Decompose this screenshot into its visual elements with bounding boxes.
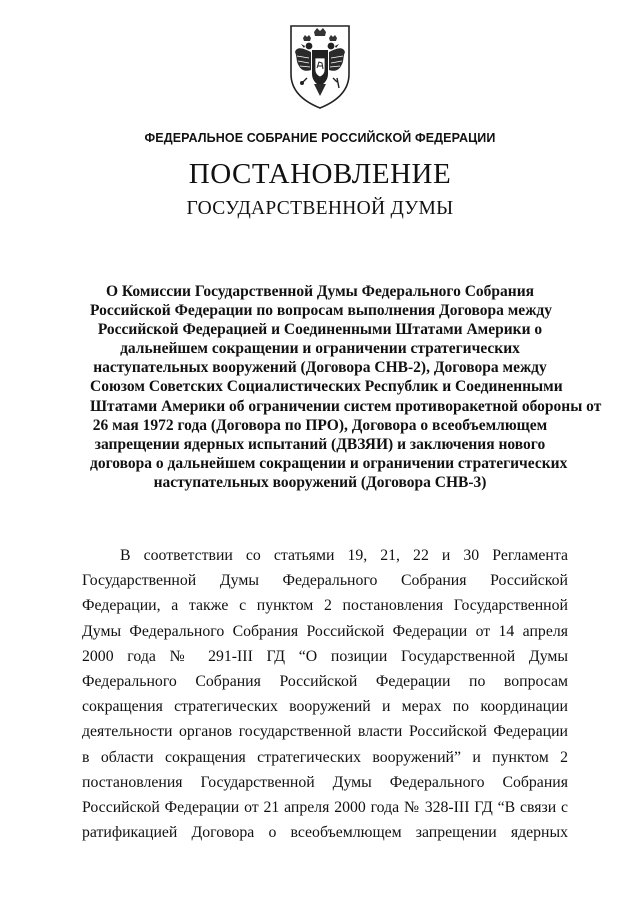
title-line: Штатами Америки об ограничении систем противоракетной обороны от [90, 397, 602, 415]
issuer-heading: ГОСУДАРСТВЕННОЙ ДУМЫ [186, 198, 454, 219]
document-type-heading: ПОСТАНОВЛЕНИЕ [188, 158, 452, 190]
title-line: О Комиссии Государственной Думы Федерального Собрания [105, 283, 535, 300]
body-paragraph [82, 543, 568, 845]
title-line: дальнейшем сокращении и ограничении стратегических [120, 340, 520, 358]
russian-coat-of-arms-icon [287, 22, 353, 110]
body-line: Российской Федерации от 21 апреля 2000 года № 328-III ГД “В связи с [82, 798, 568, 816]
body-line: деятельности органов государственной власти Российской Федерации [82, 723, 568, 741]
title-line: Российской Федерации по вопросам выполнения Договора между [90, 302, 553, 320]
body-line: Государственной Думы Федерального Собрания Российской [82, 572, 568, 590]
body-line: Думы Федерального Собрания Российской Федерации от 14 апреля [82, 622, 568, 640]
body-line: сокращения стратегических вооружений и мерах по координации [82, 698, 568, 716]
title-line: Союзом Советских Социалистических Республик и Соединенными [90, 378, 563, 396]
body-line: постановления Государственной Думы Федерального Собрания [82, 773, 568, 791]
body-line: В соответствии со статьями 19, 21, 22 и 30 Регламента [120, 547, 568, 564]
body-line: Федерального Собрания Российской Федерации по вопросам [82, 672, 568, 690]
body-line: 2000 года № 291-III ГД “О позиции Государственной Думы [82, 647, 568, 665]
resolution-title [90, 282, 602, 492]
title-line: Российской Федерацией и Соединенными Штатами Америки о [97, 321, 543, 339]
title-line: договора о дальнейшем сокращении и ограничении стратегических [90, 454, 568, 472]
body-line: ратификацией Договора о всеобъемлющем запрещении ядерных [82, 824, 568, 842]
title-line: 26 мая 1972 года (Договора по ПРО), Договора о всеобъемлющем [92, 416, 548, 434]
issuing-body-line: ФЕДЕРАЛЬНОЕ СОБРАНИЕ РОССИЙСКОЙ ФЕДЕРАЦИИ [144, 131, 496, 145]
body-line: Федерации, а также с пунктом 2 постановления Государственной [82, 597, 568, 615]
title-line: наступательных вооружений (Договора СНВ-3) [153, 473, 487, 491]
title-line: наступательных вооружений (Договора СНВ-2), Договора между [93, 359, 547, 377]
title-line: запрещении ядерных испытаний (ДВЗЯИ) и заключения нового [94, 435, 546, 453]
body-line: в области сокращения стратегических вооружений” и пунктом 2 [82, 748, 568, 766]
